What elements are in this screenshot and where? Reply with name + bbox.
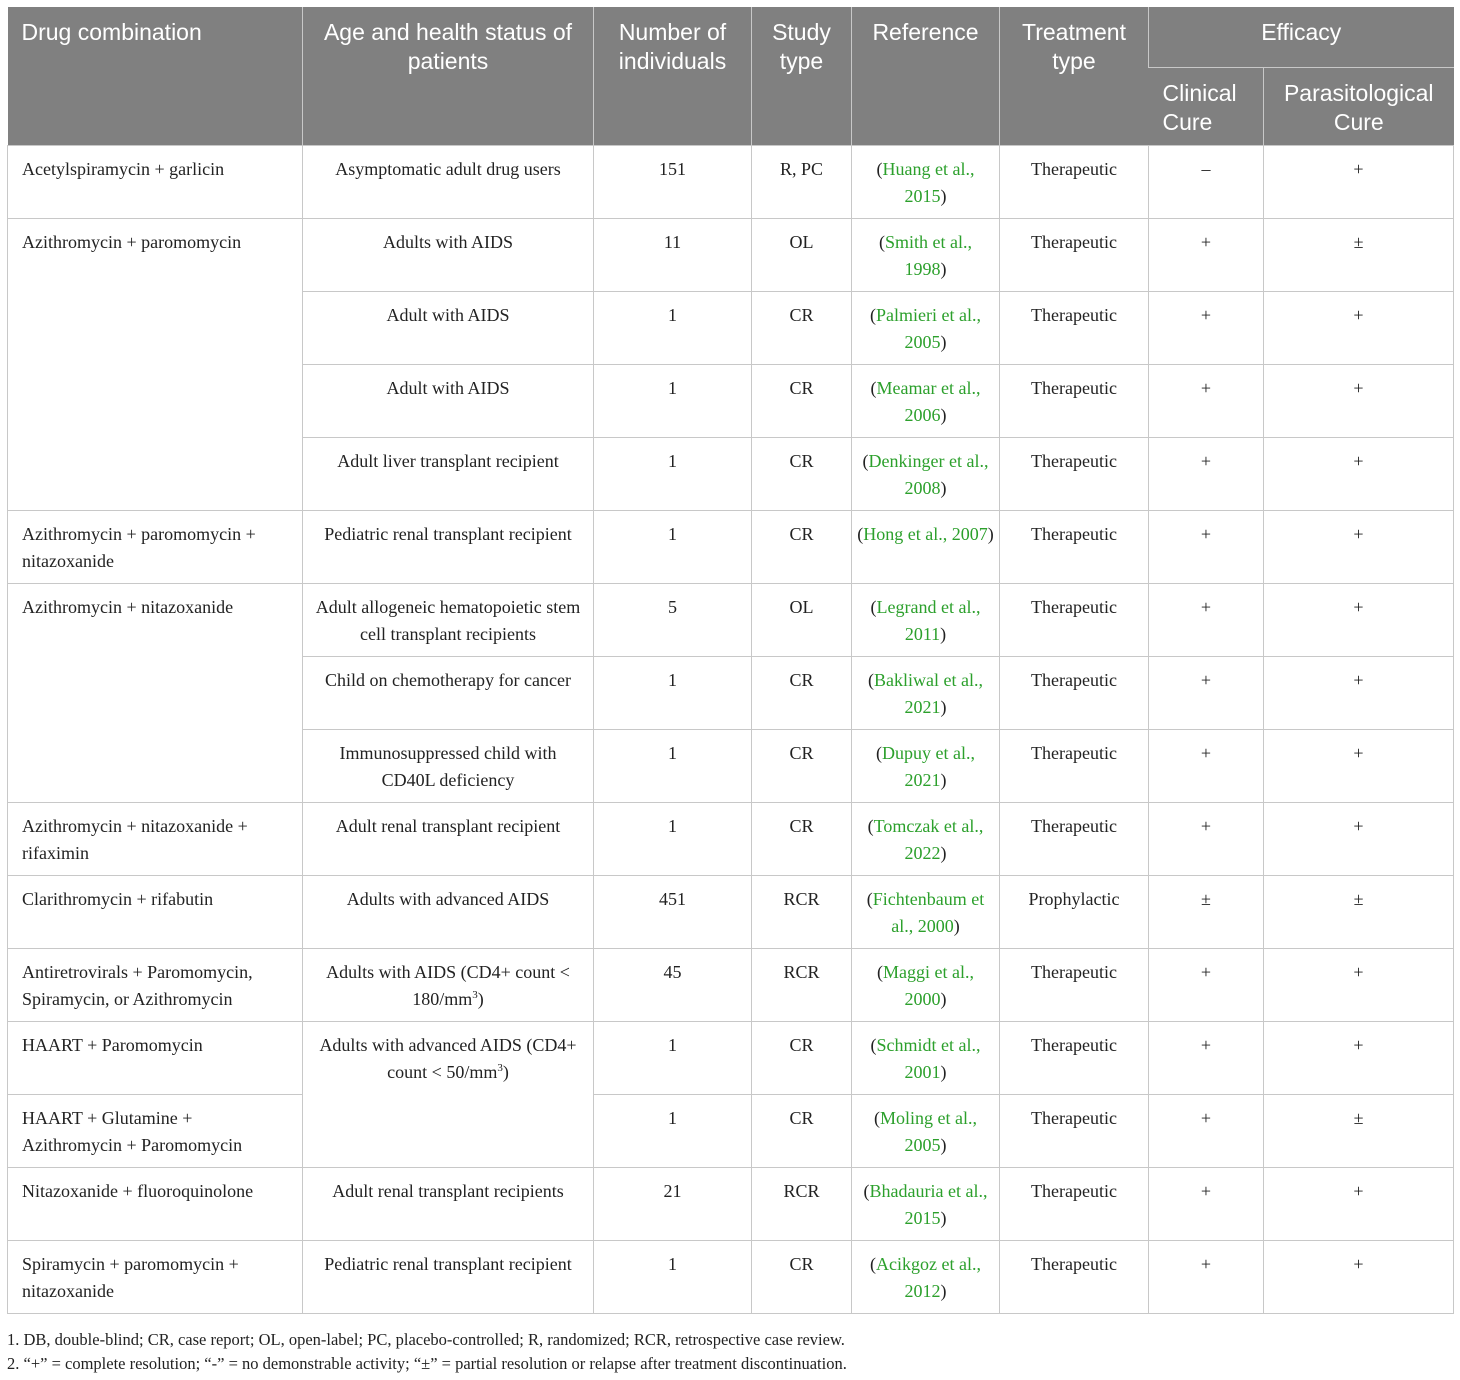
parasitological-cure-cell: ±	[1264, 219, 1454, 292]
number-cell: 1	[594, 438, 752, 511]
reference-link[interactable]: Smith et al., 1998	[885, 232, 972, 279]
clinical-cure-cell: –	[1149, 146, 1264, 219]
header-number: Number of individuals	[594, 7, 752, 146]
reference-link[interactable]: Moling et al., 2005	[880, 1108, 977, 1155]
patients-cell: Adult with AIDS	[303, 292, 594, 365]
treatment-cell: Therapeutic	[1000, 949, 1149, 1022]
reference-link[interactable]: Tomczak et al., 2022	[873, 816, 984, 863]
parasitological-cure-cell: +	[1264, 1168, 1454, 1241]
patients-cell: Adult allogeneic hematopoietic stem cell transplant recipients	[303, 584, 594, 657]
table-row	[8, 1022, 1454, 1095]
reference-cell: (Denkinger et al., 2008)	[852, 438, 1000, 511]
reference-cell: (Bakliwal et al., 2021)	[852, 657, 1000, 730]
table-row	[8, 219, 1454, 292]
clinical-cure-cell: +	[1149, 1095, 1264, 1168]
study-type-cell: RCR	[752, 876, 852, 949]
study-type-cell: OL	[752, 219, 852, 292]
parasitological-cure-cell: +	[1264, 438, 1454, 511]
drug-cell: Clarithromycin + rifabutin	[8, 876, 303, 949]
drug-cell: HAART + Paromomycin	[8, 1022, 303, 1095]
treatment-cell: Therapeutic	[1000, 730, 1149, 803]
patients-cell: Adult renal transplant recipients	[303, 1168, 594, 1241]
number-cell: 45	[594, 949, 752, 1022]
reference-cell: (Dupuy et al., 2021)	[852, 730, 1000, 803]
table-row	[8, 803, 1454, 876]
patients-cell: Adult liver transplant recipient	[303, 438, 594, 511]
study-type-cell: RCR	[752, 1168, 852, 1241]
footnote-symbols: 2. “+” = complete resolution; “-” = no demonstrable activity; “±” = partial resolution or relapse after treatment discontinuation.	[7, 1354, 847, 1373]
table-footnotes	[7, 1328, 847, 1376]
treatment-cell: Therapeutic	[1000, 657, 1149, 730]
clinical-cure-cell: +	[1149, 1241, 1264, 1314]
study-type-cell: RCR	[752, 949, 852, 1022]
treatment-cell: Therapeutic	[1000, 219, 1149, 292]
table-row	[8, 949, 1454, 1022]
table-row	[8, 584, 1454, 657]
number-cell: 1	[594, 1095, 752, 1168]
number-cell: 1	[594, 803, 752, 876]
reference-cell: (Huang et al., 2015)	[852, 146, 1000, 219]
drug-cell: Acetylspiramycin + garlicin	[8, 146, 303, 219]
treatment-cell: Therapeutic	[1000, 511, 1149, 584]
treatment-cell: Therapeutic	[1000, 1095, 1149, 1168]
header-treatment-type: Treatment type	[1000, 7, 1149, 146]
clinical-cure-cell: +	[1149, 365, 1264, 438]
table-row	[8, 1095, 1454, 1168]
clinical-cure-cell: +	[1149, 730, 1264, 803]
header-efficacy: Efficacy	[1149, 7, 1454, 68]
reference-link[interactable]: Fichtenbaum et al., 2000	[872, 889, 985, 936]
parasitological-cure-cell: +	[1264, 730, 1454, 803]
reference-cell: (Tomczak et al., 2022)	[852, 803, 1000, 876]
reference-cell: (Maggi et al., 2000)	[852, 949, 1000, 1022]
patients-cell: Pediatric renal transplant recipient	[303, 511, 594, 584]
parasitological-cure-cell: +	[1264, 657, 1454, 730]
clinical-cure-cell: +	[1149, 584, 1264, 657]
drug-cell: HAART + Glutamine + Azithromycin + Paromomycin	[8, 1095, 303, 1168]
clinical-cure-cell: +	[1149, 949, 1264, 1022]
treatment-cell: Therapeutic	[1000, 584, 1149, 657]
parasitological-cure-cell: ±	[1264, 1095, 1454, 1168]
parasitological-cure-cell: +	[1264, 1022, 1454, 1095]
parasitological-cure-cell: +	[1264, 292, 1454, 365]
parasitological-cure-cell: +	[1264, 803, 1454, 876]
reference-link[interactable]: Bakliwal et al., 2021	[874, 670, 983, 717]
patients-cell: Asymptomatic adult drug users	[303, 146, 594, 219]
reference-link[interactable]: Schmidt et al., 2001	[876, 1035, 981, 1082]
table-row	[8, 1168, 1454, 1241]
number-cell: 151	[594, 146, 752, 219]
clinical-cure-cell: +	[1149, 1022, 1264, 1095]
number-cell: 1	[594, 365, 752, 438]
clinical-cure-cell: +	[1149, 511, 1264, 584]
number-cell: 11	[594, 219, 752, 292]
reference-link[interactable]: Hong et al., 2007	[863, 524, 988, 544]
patients-cell: Adult renal transplant recipient	[303, 803, 594, 876]
table-body	[8, 146, 1454, 1314]
parasitological-cure-cell: +	[1264, 584, 1454, 657]
reference-cell: (Legrand et al., 2011)	[852, 584, 1000, 657]
header-reference: Reference	[852, 7, 1000, 146]
study-type-cell: CR	[752, 730, 852, 803]
clinical-cure-cell: +	[1149, 657, 1264, 730]
treatment-cell: Therapeutic	[1000, 1022, 1149, 1095]
treatment-cell: Therapeutic	[1000, 146, 1149, 219]
clinical-cure-cell: +	[1149, 219, 1264, 292]
drug-cell: Azithromycin + nitazoxanide + rifaximin	[8, 803, 303, 876]
reference-cell: (Bhadauria et al., 2015)	[852, 1168, 1000, 1241]
parasitological-cure-cell: +	[1264, 1241, 1454, 1314]
drug-cell: Antiretrovirals + Paromomycin, Spiramycin, or Azithromycin	[8, 949, 303, 1022]
study-type-cell: CR	[752, 511, 852, 584]
patients-cell: Adults with AIDS	[303, 219, 594, 292]
reference-cell: (Hong et al., 2007)	[852, 511, 1000, 584]
reference-cell: (Palmieri et al., 2005)	[852, 292, 1000, 365]
parasitological-cure-cell: +	[1264, 146, 1454, 219]
table-row	[8, 1241, 1454, 1314]
reference-cell: (Smith et al., 1998)	[852, 219, 1000, 292]
table-row	[8, 146, 1454, 219]
patients-cell: Immunosuppressed child with CD40L deficiency	[303, 730, 594, 803]
drug-combination-table	[7, 7, 1454, 1314]
study-type-cell: CR	[752, 657, 852, 730]
number-cell: 1	[594, 1241, 752, 1314]
number-cell: 5	[594, 584, 752, 657]
study-type-cell: CR	[752, 1022, 852, 1095]
parasitological-cure-cell: +	[1264, 511, 1454, 584]
treatment-cell: Prophylactic	[1000, 876, 1149, 949]
treatment-cell: Therapeutic	[1000, 438, 1149, 511]
table-header	[8, 7, 1454, 146]
treatment-cell: Therapeutic	[1000, 292, 1149, 365]
drug-cell: Azithromycin + paromomycin	[8, 219, 303, 511]
study-type-cell: CR	[752, 438, 852, 511]
header-parasitological-cure: Parasitological Cure	[1264, 68, 1454, 146]
patients-cell: Child on chemotherapy for cancer	[303, 657, 594, 730]
study-type-cell: CR	[752, 1095, 852, 1168]
number-cell: 451	[594, 876, 752, 949]
number-cell: 1	[594, 730, 752, 803]
treatment-cell: Therapeutic	[1000, 803, 1149, 876]
number-cell: 1	[594, 1022, 752, 1095]
reference-link[interactable]: Bhadauria et al., 2015	[869, 1181, 988, 1228]
patients-cell: Adults with AIDS (CD4+ count < $180/mm^3$)	[303, 949, 594, 1022]
reference-link[interactable]: Huang et al., 2015	[882, 159, 975, 206]
reference-cell: (Moling et al., 2005)	[852, 1095, 1000, 1168]
drug-cell: Nitazoxanide + fluoroquinolone	[8, 1168, 303, 1241]
patients-cell: Adults with advanced AIDS (CD4+ count < $50/mm^3$)	[303, 1022, 594, 1168]
clinical-cure-cell: +	[1149, 438, 1264, 511]
parasitological-cure-cell: +	[1264, 949, 1454, 1022]
treatment-cell: Therapeutic	[1000, 1241, 1149, 1314]
number-cell: 1	[594, 292, 752, 365]
reference-link[interactable]: Legrand et al., 2011	[876, 597, 981, 644]
reference-cell: (Meamar et al., 2006)	[852, 365, 1000, 438]
reference-cell: (Schmidt et al., 2001)	[852, 1022, 1000, 1095]
clinical-cure-cell: +	[1149, 803, 1264, 876]
study-type-cell: CR	[752, 365, 852, 438]
header-drug-combination: Drug combination	[8, 7, 303, 146]
number-cell: 21	[594, 1168, 752, 1241]
reference-link[interactable]: Dupuy et al., 2021	[882, 743, 975, 790]
treatment-cell: Therapeutic	[1000, 1168, 1149, 1241]
clinical-cure-cell: +	[1149, 292, 1264, 365]
number-cell: 1	[594, 511, 752, 584]
reference-link[interactable]: Meamar et al., 2006	[876, 378, 981, 425]
patients-cell: Pediatric renal transplant recipient	[303, 1241, 594, 1314]
drug-cell: Azithromycin + nitazoxanide	[8, 584, 303, 803]
treatment-cell: Therapeutic	[1000, 365, 1149, 438]
patients-cell: Adult with AIDS	[303, 365, 594, 438]
study-type-cell: OL	[752, 584, 852, 657]
parasitological-cure-cell: ±	[1264, 876, 1454, 949]
header-age-health: Age and health status of patients	[303, 7, 594, 146]
reference-link[interactable]: Denkinger et al., 2008	[868, 451, 989, 498]
patients-cell: Adults with advanced AIDS	[303, 876, 594, 949]
table-row	[8, 876, 1454, 949]
header-study-type: Study type	[752, 7, 852, 146]
study-type-cell: CR	[752, 292, 852, 365]
drug-cell: Spiramycin + paromomycin + nitazoxanide	[8, 1241, 303, 1314]
footnote-abbreviations: 1. DB, double-blind; CR, case report; OL, open-label; PC, placebo-controlled; R, randomized; RCR, retrospective case review.	[7, 1330, 845, 1349]
study-type-cell: CR	[752, 1241, 852, 1314]
header-clinical-cure: Clinical Cure	[1149, 68, 1264, 146]
clinical-cure-cell: ±	[1149, 876, 1264, 949]
reference-link[interactable]: Acikgoz et al., 2012	[876, 1254, 981, 1301]
drug-cell: Azithromycin + paromomycin + nitazoxanide	[8, 511, 303, 584]
reference-link[interactable]: Maggi et al., 2000	[883, 962, 974, 1009]
reference-cell: (Acikgoz et al., 2012)	[852, 1241, 1000, 1314]
study-type-cell: CR	[752, 803, 852, 876]
study-type-cell: R, PC	[752, 146, 852, 219]
number-cell: 1	[594, 657, 752, 730]
reference-cell: (Fichtenbaum et al., 2000)	[852, 876, 1000, 949]
reference-link[interactable]: Palmieri et al., 2005	[876, 305, 981, 352]
clinical-cure-cell: +	[1149, 1168, 1264, 1241]
table-row	[8, 511, 1454, 584]
parasitological-cure-cell: +	[1264, 365, 1454, 438]
